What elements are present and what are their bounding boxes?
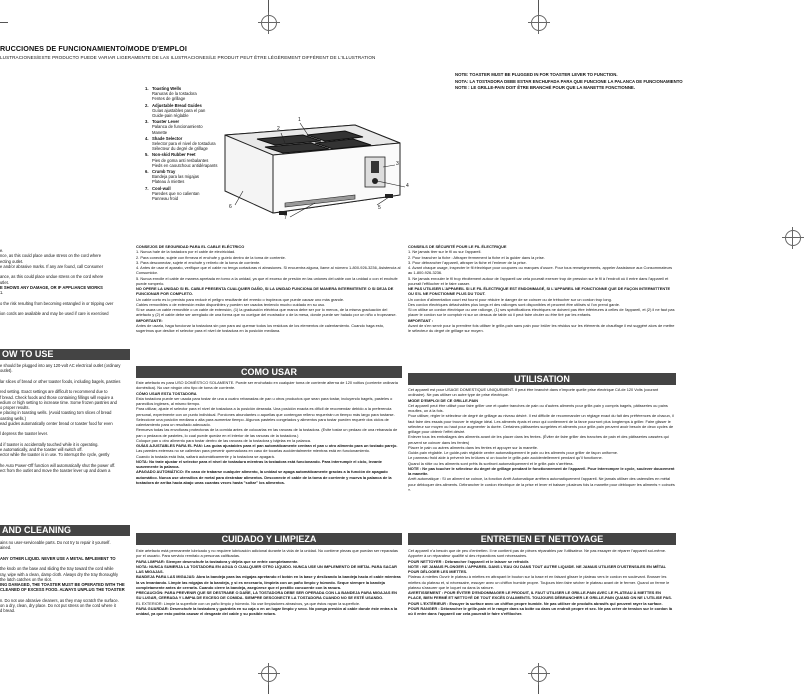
- section-bar-cuidado-limpieza: CUIDADO Y LIMPIEZA: [136, 533, 402, 545]
- legend-text: Crumb Tray: [152, 169, 176, 175]
- paragraph: CÓMO USAR ESTA TOSTADORA: [136, 390, 197, 396]
- section-bar-entretien-nettoyage: ENTRETIEN ET NETTOYAGE: [408, 533, 676, 545]
- paragraph: Un cordon d'alimentation court est fourni pour réduire le danger de se coincer ou de trébucher sur un cordon trop long.: [408, 296, 612, 302]
- french-care-cleaning: [408, 548, 676, 683]
- paragraph: NOTE : Ne pas toucher le sélecteur du degré de grillage pendant le fonctionnement de l'appareil. Pour interrompre le cycle, soulever doucement la manette.: [408, 465, 675, 476]
- spanish-care-cleaning: [136, 548, 402, 683]
- paragraph: 3. Para desconectar, sujete el enchufe y retírelo de la toma de corriente.: [136, 259, 261, 265]
- paragraph: edium or high setting to increase time. Some frozen pastries and: [0, 399, 117, 405]
- paragraph: red setting. Exact settings are difficult to recommend due to: [0, 389, 108, 395]
- legend-text: Palanca de funcionamiento: [152, 124, 203, 130]
- paragraph: 1. Nunca hale de la tostadora por el cable de electricidad.: [136, 249, 236, 255]
- paragraph: 5. Nunca enrolle el cable de manera apretada en torno a la unidad, ya que el exceso de presión en las uniones del cable con la unidad o con el enchufe puede romperlo.: [136, 275, 398, 286]
- paragraph: utlet.: [0, 279, 9, 285]
- paragraph: MODE D'EMPLOI DE CE GRILLE-PAIN: [408, 397, 479, 403]
- paragraph: e.: [0, 248, 4, 253]
- paragraph: PRECAUCIÓN: PARA PREVENIR QUE SE DESTRABE O DAÑE, LA TOSTADORA DEBE SER OPERADA CON LA BANDEJA PARA MIGAJAS EN SU LUGAR, CERRADA Y LIMPIA DE EXCESO DE COMIDA. SIEMPRE DESCONECTE LA TOSTADORA CUANDO NO SE ESTÉ USANDO.: [136, 590, 397, 601]
- paragraph: e and/or abrasive marks. If any are found, call Consumer: [0, 263, 104, 269]
- section-bar-como-usar: COMO USAR: [136, 366, 402, 378]
- paragraph: ion cords are available and may be used if care is exercised: [0, 311, 109, 316]
- legend-text: Non-skid Rubber Feet: [152, 152, 196, 158]
- section-bar-how-to-use: OW TO USE: [0, 349, 130, 360]
- crop-mark: [268, 0, 269, 12]
- french-cord-safety: [408, 244, 676, 362]
- left-how-to-use-fragment: [0, 363, 128, 489]
- paragraph: Antes de usarla, haga funcionar la tostadora sin pan para así quemar todos los residuos de los elementos de calentamiento. Cuando haga esto, sugerimos que deslice el selector para el nivel de tostadura en la posición mediana.: [136, 322, 385, 333]
- notes-block: [455, 72, 755, 92]
- page-subtitle: LUSTRACIONES/ESTE PRODUCTO PUEDE VARIAR LIGERAMENTE DE LAS ILUSTRACIONES/LE PRODUIT PEUT ÊTRE LÉGÈREMENT DIFFÉRENT DE L'ILLUSTRATION: [0, 55, 376, 60]
- paragraph: Enlever tous les emballages des aliments avant de les placer dans les fentes. (Éviter de faire griller des tranches de pain et des pâtisseries cassées qui peuvent se coincer dans les fentes): [408, 434, 669, 445]
- paragraph: Las paredes externas no se calientan para prevenir quemaduras en caso de tocarlas accidentalmente mientras está en funcionamiento.: [136, 448, 371, 454]
- paragraph: ead guides automatically center bread or toaster food for even: [0, 420, 113, 426]
- paragraph: PARA GUARDAR: Desenchufe la tostadora y guárdela en su caja o en un lugar limpio y seco. No ponga presión al cable donde éste entra a la unidad, ya que esto podría causar el desgaste del cable y su posible rotura.: [136, 605, 398, 616]
- paragraph: Quand la rôtie ou les aliments sont prêts ils sortiront automatiquement et le grille-pain s'arrêtera.: [408, 460, 574, 466]
- paragraph: o proper results.: [0, 405, 30, 410]
- paragraph: Para utilizar, ajuste el selector para el nivel de tostadura a la posición deseada. Una posición exacta es difícil de recomendar debido a la preferencia personal, experimente con un punto individual. Porciones abundantes o aquellas que contengan relleno requerirán un tiempo más largo para tostarse. Seleccione una posición mediana o alta para aumentar tiempo. Algunos pasteles congelados y alimentos para tostar pueden requerir dos ciclos de calentamiento para un resultado adecuado.: [136, 406, 395, 427]
- legend-text: Cool-wall: [152, 185, 171, 191]
- paragraph: Des cordon électriques détachables plus longs et des rallonges sont disponibles et peuvent être utilisés si l'on prend garde.: [408, 301, 621, 307]
- note-french: NOTE : LE GRILLE-PAIN DOIT ÊTRE BRANCHÉ POUR QUE LA MANETTE FONCTIONNE.: [455, 85, 635, 90]
- paragraph: e placing in toasting wells. (Avoid toasting torn slices of bread: [0, 410, 112, 416]
- registration-mark: [531, 15, 547, 31]
- paragraph: ector while the toaster is in use. To interrupt the cycle, gently: [0, 452, 110, 458]
- paragraph: IMPORTANT :: [408, 317, 434, 323]
- paragraph: d if toaster is accidentally touched while it is operating.: [0, 441, 99, 447]
- paragraph: POUR L'EXTÉRIEUR : Essuyer la surface avec un chiffon propre humide. Ne pas utiliser de produits abrasifs qui peuvent rayer la surface.: [408, 600, 663, 606]
- page-title: RUCCIONES DE FUNCIONAMIENTO/MODE D'EMPLOI: [0, 44, 187, 53]
- paragraph: NOTA: NUNCA SUMERJA LA TOSTADORA EN AGUA O CUALQUIER OTRO LÍQUIDO. NUNCA USE UN IMPLEMENTO DE METAL PARA SACAR LAS MIGAJAS.: [136, 563, 397, 574]
- paragraph: ect from the outlet and move the toaster lever up and down a: [0, 468, 111, 473]
- legend-text: Shade Selector: [152, 135, 183, 141]
- paragraph: NO OPERE LA UNIDAD SI EL CABLE PRESENTA CUALQUIER DAÑO, SI LA UNIDAD FUNCIONA DE MANERA INTERMITENTE O SI DEJA DE FUNCIONAR POR COMPLETO.: [136, 286, 394, 297]
- paragraph: ains no user-serviceable parts. Do not try to repair it yourself.: [0, 540, 111, 545]
- legend-text: Selector para el nivel de tostadura: [152, 141, 216, 147]
- paragraph: Cuando la tostada está lista, saltará automáticamente y la tostadora se apagará.: [136, 453, 275, 459]
- paragraph: Cet appareil peut être utilisé pour faire griller une et quatre tranches de pain ou d'autres aliments pour grille-pain y compris bagels, pâtisseries ou pains moufles, un à la fois.: [408, 402, 668, 413]
- paragraph: Pour utiliser, régler le sélecteur de degré de grillage au niveau désiré. Il est difficile de recommander un réglage exact du fait des préférences de chacun, il faut faire des essais pour trouver le réglage idéal. Les aliments épais et ceux qui contiennent de la farce pourront plus longtemps à griller. Faire glisser le sélecteur sur moyen ou haut pour augmenter la durée. Certaines pâtisseries surgelées et aliments pour grille-pain peuvent avoir besoin de deux cycles de grillage pour obtenir l'effet désiré.: [408, 413, 674, 434]
- paragraph: 1.: [0, 290, 4, 295]
- crop-mark: [0, 22, 8, 23]
- paragraph: Si se usara un cable removible o un cable de extensión, (1) la graduación eléctrica que marca debe ser por lo menos, de la misma graduación del artefacto y (2) el cable debe ser arreglado de una forma que no cuelgue del mostrador o de la mesa, donde puede ser halado por un niño o tropezarse.: [136, 307, 397, 318]
- paragraph: EL EXTERIOR: Limpie la superficie con un paño limpio y húmedo. No use limpiadores abrasivos, ya que éstos rayan la superficie.: [136, 600, 361, 606]
- legend-item-number: 3.: [145, 119, 149, 125]
- legend-text: Plateau à miettes: [152, 179, 185, 185]
- paragraph: Cet appareil est pour USAGE DOMESTIQUE UNIQUEMENT. Il peut être branché dans n'importe quelle prise électrique CA de 120 Volts (courant ordinaire). Ne pas utiliser un autre type de prise électrique.: [408, 387, 659, 398]
- french-cord-heading: CONSEILS DE SÉCURITÉ POUR LE FIL ÉLECTRIQUE: [408, 244, 507, 249]
- section-bar-care-cleaning: AND CLEANING: [0, 525, 130, 536]
- paragraph: POUR NETTOYER : Débrancher l'appareil et le laisser se refroidir.: [408, 558, 530, 564]
- paragraph: 2. Para conectar, sujete con firmeza el enchufe y guíelo dentro de la toma de corriente.: [136, 254, 286, 260]
- paragraph: Esta tostadora puede ser usada para tostar de una a cuatro rebanadas de pan u otros productos que sean para tostar, incluyendo bagels, pasteles o panecillos ingleses, al mismo tiempo.: [136, 395, 393, 406]
- toaster-diagram: [195, 95, 425, 225]
- paragraph: Apporter à un réparateur qualifié si des réparations sont nécessaires.: [408, 553, 528, 559]
- legend-text: Manette: [152, 129, 168, 135]
- left-care-fragment: [0, 540, 128, 620]
- legend-item-number: 2.: [145, 102, 149, 108]
- paragraph: Coloque pan u otro alimento para tostar dentro de las ranuras de la tostadora y bájelas en la palanca.: [136, 437, 311, 443]
- paragraph: e should be plugged into any 120-volt AC electrical outlet (ordinary: [0, 363, 121, 368]
- paragraph: 1. Ne jamais tirer sur le fil ou sur l'appareil.: [408, 249, 482, 255]
- paragraph: the latch catches on the slot.: [0, 576, 52, 582]
- paragraph: n. Do not use abrasive cleaners, as they may scratch the surface.: [0, 597, 119, 603]
- legend-text: Fentes de grillage: [152, 96, 186, 102]
- diagram-callout-4: 4: [406, 183, 409, 189]
- paragraph: Placer le pain ou autres aliments dans les fentes et appuyer sur la manette.: [408, 444, 538, 450]
- legend-text: Toaster Lever: [152, 119, 180, 125]
- paragraph: APAGADO AUTOMÁTICO: En caso de trabarse cualquier alimento, la unidad se apaga automáticamente gracias a la función de apagado automático. Nunca use utensilios de metal para destrabar alimentos. Desconecte el cable de la toma de corriente y mueva la palanca de la tostadora de arriba hacia abajo unas cuantas veces hasta "soltar" los alimentos.: [136, 469, 392, 485]
- paragraph: NOTA: No trate ajustar el selector para el nivel de tostadura mientras la tostadora está funcionando. Para interrumpir el ciclo, levante suavemente la palanca.: [136, 458, 382, 469]
- paragraph: Plateau à miettes Ouvrir le plateau à miettes en attrapant le bouton sur la base et en faisant glisser le plateau vers le cordon en soulevant. Brosser les miettes du plateau et, si nécessaire, essuyer avec un chiffon humide propre. Toujours bien faire sécher le plateau avant de le fermer. Quand on ferme le plateau s'assurer que le loquet va dans la rainure.: [408, 574, 670, 590]
- paragraph: NOTE : NE JAMAIS PLONGER L'APPAREIL DANS L'EAU OU DANS TOUT AUTRE LIQUIDE. NE JAMAIS UTILISER D'USTENSILES EN MÉTAL POUR DÉLOGER LES MIETTES.: [408, 563, 666, 574]
- diagram-callout-7: 7: [284, 215, 287, 221]
- paragraph: Arrêt automatique : Si un aliment se coince, la fonction Arrêt Automatique arrêtera automatiquement l'appareil. Ne jamais utiliser des ustensiles en métal pour débloquer des aliments. Débrancher le cordon électrique de la prise et lever et baisser plusieurs fois la manette pour débloquer les aliments « coincés ».: [408, 476, 675, 492]
- legend-item-number: 5.: [145, 152, 149, 158]
- paragraph: Un cable corto es lo previsto para reducir el peligro resultante del enredo o tropiezos que puede causar uno más grande.: [136, 296, 345, 302]
- paragraph: PARA LIMPIAR: Siempre desenchufe la tostadora y déjela que se enfríe completamente.: [136, 558, 299, 564]
- crop-mark: [538, 0, 539, 12]
- paragraph: [0, 316, 128, 318]
- registration-mark: [261, 15, 277, 31]
- paragraph: Si on utilise un cordon électrique ou une rallonge, (1) ses spécifications électriques ne doivent pas être inférieures à celles de l'appareil, et (2) il ne faut pas placer le cordon sur le comptoir ni sur un dessus de table où il peut faire chuter ou être tiré par les enfants.: [408, 307, 675, 318]
- legend-text: Panneau froid: [152, 196, 179, 202]
- paragraph: CLEANED OF EXCESS FOOD. ALWAYS UNPLUG THE TOASTER: [0, 587, 125, 593]
- registration-mark: [785, 230, 801, 246]
- paragraph: ecting outlet.: [0, 258, 24, 264]
- paragraph: Este artefacto está permanente lubricado y no requiere lubricación adicional durante la vida de la unidad. No contiene piezas que puedan ser reparadas por el usuario. Para servicio remítalo a personas calificadas.: [136, 548, 398, 559]
- paragraph: IMPORTANTE:: [136, 317, 163, 323]
- legend-item-number: 7.: [145, 185, 149, 191]
- paragraph: AVERTISSEMENT : POUR ÉVITER D'ENDOMMAGER LE PRODUIT, IL FAUT UTILISER LE GRILLE-PAIN AVEC LE PLATEAU À MIETTES EN PLACE, BIEN FERMÉ ET NETTOYÉ DE TOUT EXCÈS D'ALIMENTS. TOUJOURS DÉBRANCHER LE GRILLE-PAIN QUAND ON NE L'UTILISE PAS.: [408, 590, 672, 601]
- legend-text: Ranuras de la tostadora: [152, 91, 197, 97]
- paragraph: POUR RANGER : Débrancher le grille-pain et le ranger dans sa boîte ou dans un endroit propre et sec. Ne pas créer de tension sur le cordon là où il entre dans l'appareil car cela pourrait le faire s'effilocher.: [408, 605, 672, 616]
- paragraph: NE PAS UTILISER L'APPAREIL SI LE FIL ÉLECTRIQUE EST ENDOMMAGÉ, SI L'APPAREIL NE FONCTIONNE QUE DE FAÇON INTERMITTENTE OU S'IL NE FONCTIONNE PLUS DU TOUT.: [408, 286, 671, 297]
- spanish-how-to-use: [136, 380, 402, 530]
- paragraph: Guide-pain réglable. Le guide-pain réglable centre automatiquement le pain ou les aliments pour griller de façon uniforme.: [408, 450, 619, 455]
- paragraph: ING DAMAGED, THE TOASTER MUST BE OPERATED WITH THE: [0, 582, 125, 587]
- french-how-to-use: [408, 387, 676, 532]
- paragraph: e automatically, and the toaster will switch off.: [0, 447, 83, 452]
- spanish-cord-safety: [136, 244, 402, 362]
- paragraph: Remueva todas las envolturas protectoras de la comida antes de colocarlas en las ranuras de la tostadora. (Evite tostar un pedazo de una rebanada de pan o pedazos de pasteles, lo cual puede quedar en el interior de las ranuras de la tostadora.): [136, 427, 398, 438]
- legend-item-number: 6.: [145, 169, 149, 175]
- paragraph: o the risk resulting from becoming entangled in or tripping over: [0, 300, 114, 306]
- paragraph: lar slices of bread or other toaster foods, including bagels, pastries: [0, 378, 121, 384]
- paragraph: nce, as this could place undue stress on the cord where: [0, 253, 102, 259]
- paragraph: ray, wipe with a clean, damp cloth. Always dry the tray thoroughly: [0, 571, 119, 577]
- paragraph: on a dry, clean, dry place. Do not put stress on the cord where it: [0, 603, 116, 608]
- paragraph: E SHOWS ANY DAMAGE, OR IF APPLIANCE WORKS: [0, 284, 103, 290]
- paragraph: 2. Pour brancher la fiche : Attraper fermement la fiche et la guider dans la prise.: [408, 254, 545, 260]
- legend-text: Adjustable Bread Guides: [152, 102, 202, 108]
- legend-text: Guide-pain réglable: [152, 113, 189, 119]
- legend-text: Bandeja para las migajas: [152, 174, 200, 180]
- spanish-cord-heading: CONSEJOS DE SEGURIDAD PARA EL CABLE ELÉCTRICO: [136, 244, 245, 249]
- paragraph: 4. Antes de usar el aparato, verifique que el cable no tenga cortaduras ni abrasiones. Si encuentra alguna, llame al número 1-800-926-3236, Asistencia al Consumidor.: [136, 265, 401, 276]
- legend-text: Sélecteur du degré de grillage: [152, 146, 208, 152]
- legend-item-number: 1.: [145, 86, 149, 91]
- paragraph: d bread.: [0, 608, 16, 614]
- paragraph: l depress the toaster lever.: [0, 431, 49, 437]
- paragraph: oasting wells.): [0, 415, 26, 421]
- note-english: NOTE: TOASTER MUST BE PLUGGED IN FOR TOASTER LEVER TO FUNCTION.: [455, 72, 618, 77]
- paragraph: Avant de s'en servir pour la première fois utiliser le grille-pain sans pain pour brûler les résidus sur les éléments de chauffage il est suggéré alors de mettre le sélecteur du degré de grillage sur moyen.: [408, 322, 675, 333]
- paragraph: ance, as this could place undue stress on the cord where: [0, 274, 104, 280]
- paragraph: Cables removibles o de extensión están disponibles y pueden ser usados teniendo mucho cuidado en su uso.: [136, 301, 326, 307]
- diagram-callout-3: 3: [396, 161, 399, 167]
- legend-text: Toasting Wells: [152, 86, 182, 91]
- legend-item-number: 4.: [145, 135, 149, 141]
- paragraph: BANDEJA PARA LAS MIGAJAS: Abra la bandeja para las migajas apretando el botón en la base y deslizando la bandeja hacia el cable mientras la va levantando. Limpie las migajas de la bandeja, y si es necesario, límpiela con un paño limpio y húmedo. Seque siempre la bandeja completamente antes de cerrarla. Cuando cierre la bandeja, asegúrese que el pestillo concuerde con la ranura.: [136, 574, 401, 590]
- paragraph: GUÍAS AJUSTABLES PARA EL PAN: Las guías ajustables para el pan automáticamente centran el pan u otro alimento para un tostado parejo.: [136, 443, 398, 448]
- paragraph: ained.: [0, 545, 12, 551]
- diagram-callout-6: 6: [229, 204, 232, 210]
- paragraph: the knob on the base and sliding the tray toward the cord while: [0, 566, 114, 572]
- paragraph: 3. Pour débrancher l'appareil, attraper la fiche et l'enlever de la prise.: [408, 259, 527, 265]
- legend-text: Paredes que no calientan: [152, 190, 200, 196]
- note-spanish: NOTA: LA TOSTADORA DEBE ESTAR ENCHUFADA PARA QUE FUNCIONE LA PALANCA DE FUNCIONAMIENTO: [455, 78, 683, 84]
- diagram-callout-2: 2: [277, 126, 280, 132]
- diagram-callout-1: 1: [298, 117, 301, 123]
- legend-text: Pies de goma anti resbalantes: [152, 157, 209, 163]
- paragraph: Cet appareil n'a besoin que de peu d'entretien. Il ne contient pas de pièces réparables par l'utilisateur. Ne pas essayer de réparer l'appareil soi-même.: [408, 548, 666, 553]
- paragraph: outlet).: [0, 368, 13, 374]
- paragraph: Este artefacto es para USO DOMÉSTICO SOLAMENTE. Puede ser enchufado en cualquier toma de corriente alterna de 120 voltios (corriente ordinaria doméstica). No use ningún otro tipo de toma de corriente.: [136, 380, 398, 391]
- paragraph: 5. Ne jamais enrouler le fil trop étroitement autour de l'appareil car cela pourrait exercer trop de pression sur le fil à l'endroit où il entre dans l'appareil et pourrait l'effilocher et le faire casser.: [408, 275, 669, 286]
- paragraph: he Auto Power-Off function will automatically shut the power off.: [0, 462, 116, 468]
- paragraph: 4. Avant chaque usage, inspecter le fil électrique pour coupures ou marques d'usure. Pour tous renseignements, appeler Assistance aux Consommateurs au 1-800-926-3236.: [408, 265, 673, 276]
- left-safety-fragment: [0, 248, 128, 318]
- paragraph: ANY OTHER LIQUID. NEVER USE A METAL IMPLEMENT TO: [0, 555, 116, 561]
- section-bar-utilisation: UTILISATION: [408, 373, 676, 385]
- paragraph: f bread. Check foods and those containing fillings will require a: [0, 394, 114, 400]
- diagram-callout-5: 5: [378, 205, 381, 211]
- legend-text: Guías ajustables para el pan: [152, 107, 206, 113]
- legend-text: Pieds en caoutchouc antidérapants: [152, 162, 218, 168]
- paragraph: Le panneau froid aide à prévenir les brûlures si on touche le grille-pain accidentellement pendant qu'il fonctionne.: [408, 455, 603, 461]
